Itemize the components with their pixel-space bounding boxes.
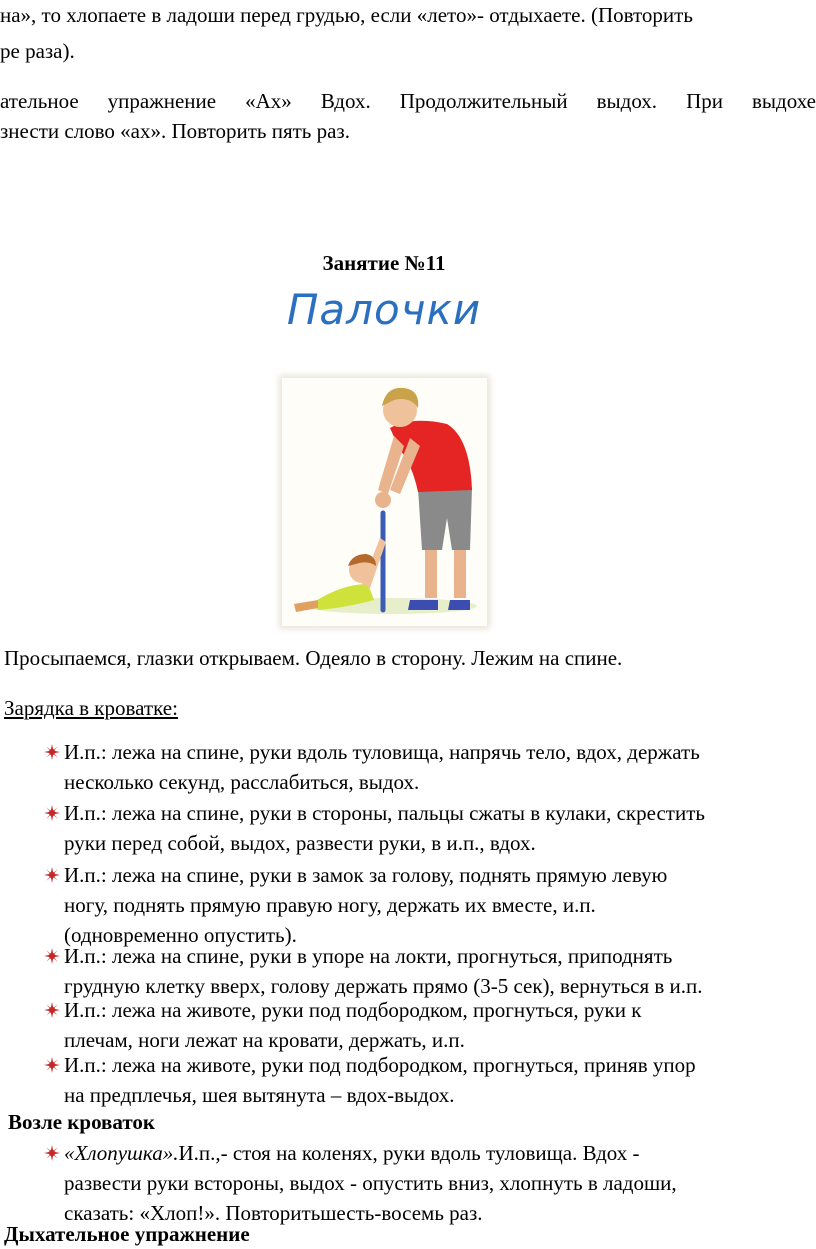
intro-text: Просыпаемся, глазки открываем. Одеяло в сторону. Лежим на спине. (4, 646, 623, 670)
list-item-cont: руки перед собой, выдох, развести руки, в и.п., вдох. (64, 831, 536, 855)
bullet-icon (44, 948, 60, 964)
illustration (282, 378, 487, 626)
bullet-icon (44, 1057, 60, 1073)
list-item: И.п.: лежа на животе, руки под подбородком, прогнуться, руки к (64, 998, 642, 1022)
section-heading: Зарядка в кроватке: (4, 696, 178, 720)
list-item: И.п.: лежа на спине, руки в замок за голову, поднять прямую левую (64, 863, 668, 887)
section-heading: Дыхательное упражнение (4, 1222, 250, 1246)
list-item: И.п.: лежа на спине, руки в упоре на локти, прогнуться, приподнять (64, 944, 673, 968)
text-line: на», то хлопаете в ладоши перед грудью, если «лето»- отдыхаете. (Повторить (0, 3, 693, 27)
bullet-icon (44, 805, 60, 821)
text-line: ре раза). (0, 39, 75, 63)
list-item-cont: грудную клетку вверх, голову держать прямо (3-5 сек), вернуться в и.п. (64, 974, 703, 998)
list-item: И.п.: лежа на спине, руки вдоль туловища, напрячь тело, вдох, держать (64, 740, 700, 764)
exercise-description: И.п.,- стоя на коленях, руки вдоль туловища. Вдох - (178, 1141, 640, 1165)
list-item: И.п.: лежа на животе, руки под подбородком, прогнуться, приняв упор (64, 1053, 696, 1077)
text-line: ательное упражнение «Ах» Вдох. Продолжительный выдох. При выдохе (0, 89, 816, 113)
lesson-title: Занятие №11 (322, 251, 446, 275)
list-item-cont: несколько секунд, расслабиться, выдох. (64, 770, 420, 794)
section-heading: Возле кроваток (8, 1110, 155, 1134)
bullet-icon (44, 744, 60, 760)
list-item-cont: (одновременно опустить). (64, 923, 297, 947)
list-item-cont: ногу, поднять прямую правую ногу, держать их вместе, и.п. (64, 893, 596, 917)
bullet-icon (44, 867, 60, 883)
list-item-cont: на предплечья, шея вытянута – вдох-выдох. (64, 1083, 455, 1107)
list-item-cont: развести руки встороны, выдох - опустить вниз, хлопнуть в ладоши, (64, 1171, 677, 1195)
list-item: И.п.: лежа на спине, руки в стороны, пальцы сжаты в кулаки, скрестить (64, 801, 705, 825)
text-line: знести слово «ах». Повторить пять раз. (0, 119, 350, 143)
bullet-icon (44, 1002, 60, 1018)
list-item-cont: плечам, ноги лежат на кровати, держать, и.п. (64, 1028, 465, 1052)
list-item-cont: сказать: «Хлоп!». Повторитьшесть-восемь раз. (64, 1201, 483, 1225)
list-item (64, 1138, 639, 1168)
exercise-name: «Хлопушка». (64, 1141, 179, 1165)
lesson-subtitle: Палочки (286, 285, 482, 334)
bullet-icon (44, 1145, 60, 1161)
